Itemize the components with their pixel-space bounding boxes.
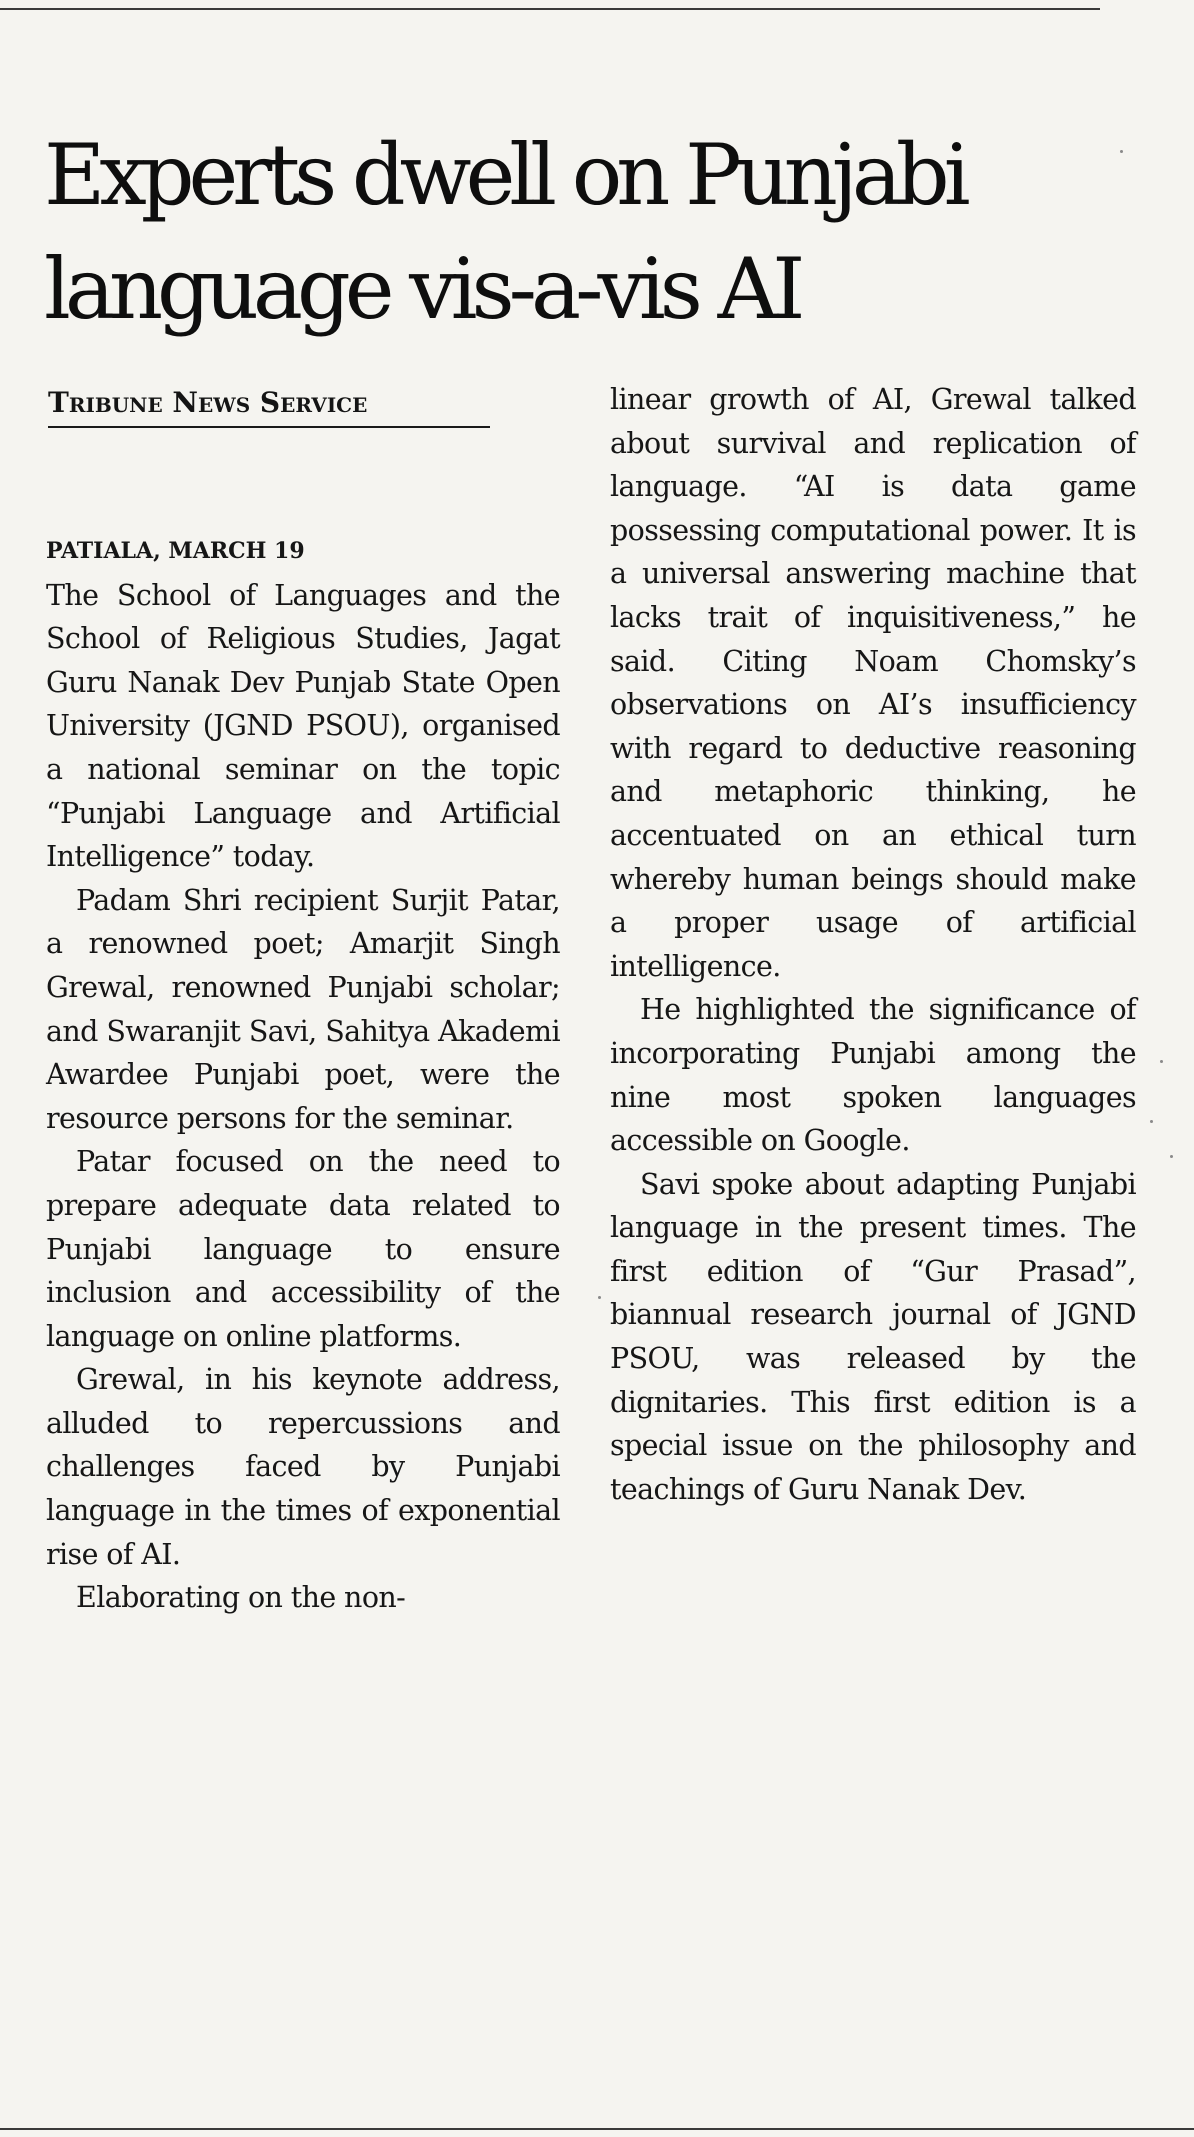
- top-rule: [0, 8, 1100, 10]
- paragraph: He highlighted the significance of incorporating Punjabi among the nine most spoken languages accessible on Google.: [610, 993, 1136, 1158]
- paragraph: Grewal, in his keynote address, alluded to repercussions and challenges faced by Punjabi language in the times of exponential rise of AI.: [46, 1363, 560, 1571]
- paper-speck: [1170, 1155, 1173, 1158]
- paper-speck: [1120, 150, 1123, 153]
- paper-speck: [1150, 1120, 1153, 1123]
- paragraph: Patar focused on the need to prepare adequate data related to Punjabi language to ensure inclusion and accessibility of the language on online platforms.: [46, 1145, 560, 1353]
- paper-speck: [1160, 1060, 1163, 1063]
- bottom-rule: [0, 2128, 1194, 2130]
- paper-speck: [598, 1296, 601, 1299]
- article-column-right: [610, 378, 1136, 1511]
- byline: Tribune News Service: [48, 386, 490, 428]
- headline-line-1: Experts dwell on Punjabi: [44, 126, 965, 224]
- headline: [44, 118, 1144, 346]
- paragraph: linear growth of AI, Grewal talked about survival and replication of language. “AI is data game possessing computational power. It is a universal answering machine that lacks trait of inquisitiveness,” he said. Citing Noam Chomsky’s observations on AI’s insufficiency with regard to deductive reasoning and metaphoric thinking, he accentuated on an ethical turn whereby human beings should make a proper usage of artificial intelligence.: [610, 383, 1136, 983]
- dateline: PATIALA, MARCH 19: [46, 538, 305, 564]
- paragraph: Elaborating on the non-: [76, 1581, 406, 1615]
- paragraph: The School of Languages and the School of Religious Studies, Jagat Guru Nanak Dev Punjab State Open University (JGND PSOU), organised a national seminar on the topic “Punjabi Language and Artificial Intelligence” today.: [46, 578, 560, 874]
- article-column-left: [46, 530, 560, 1620]
- paragraph: Padam Shri recipient Surjit Patar, a renowned poet; Amarjit Singh Grewal, renowned Punjabi scholar; and Swaranjit Savi, Sahitya Akademi Awardee Punjabi poet, were the resource persons for the seminar.: [46, 883, 560, 1135]
- headline-line-2: language vis-a-vis AI: [44, 240, 800, 338]
- paragraph: Savi spoke about adapting Punjabi language in the present times. The first edition of “Gur Prasad”, biannual research journal of JGND PSOU, was released by the dignitaries. This first edition is a special issue on the philosophy and teachings of Guru Nanak Dev.: [610, 1167, 1136, 1506]
